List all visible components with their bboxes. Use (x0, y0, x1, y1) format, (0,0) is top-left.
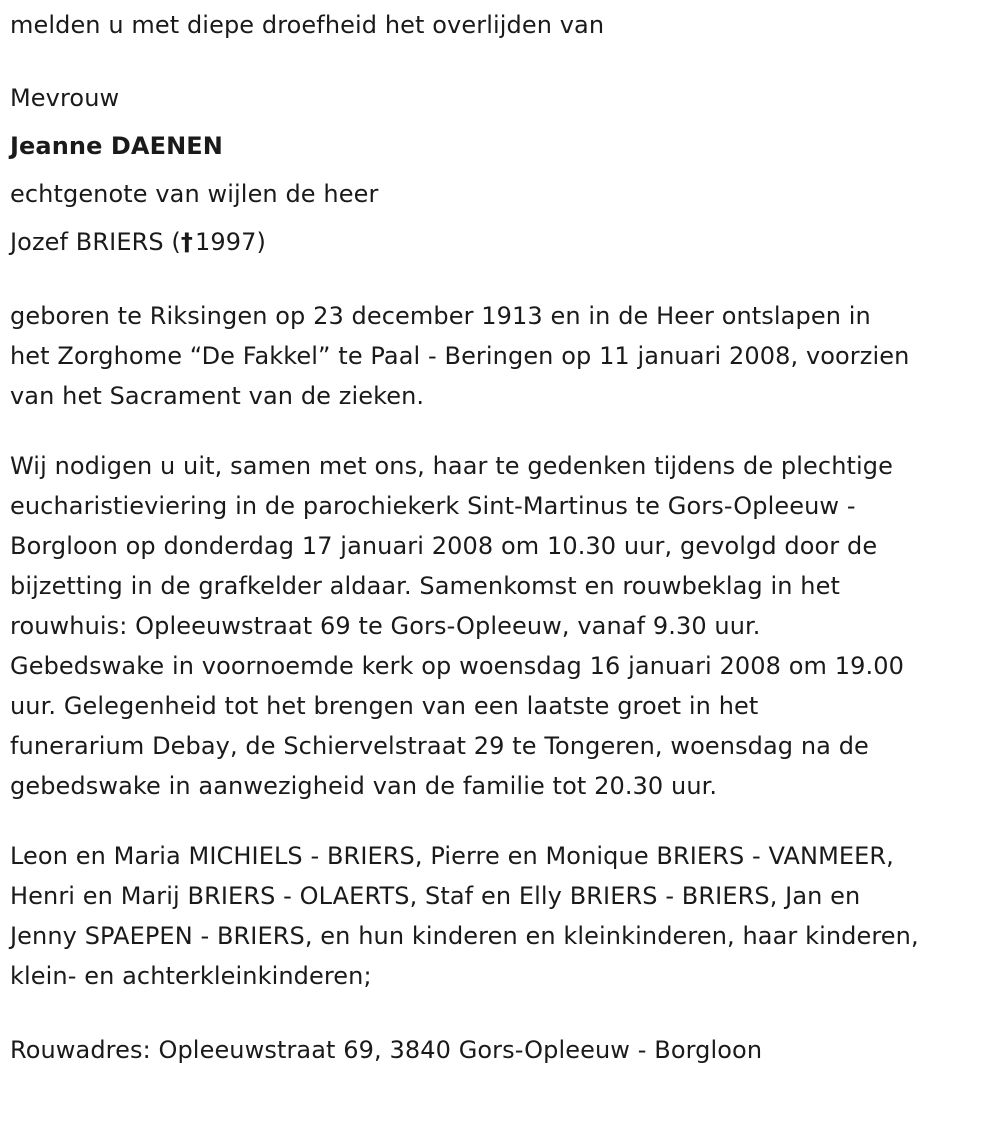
paragraph-line: eucharistieviering in de parochiekerk Sint-Martinus te Gors-Opleeuw - (10, 492, 856, 520)
paragraph-line: klein- en achterkleinkinderen; (10, 962, 372, 990)
paragraph-line: van het Sacrament van de zieken. (10, 382, 425, 410)
paragraph-line: funerarium Debay, de Schiervelstraat 29 te Tongeren, woensdag na de (10, 732, 869, 760)
paragraph-line: uur. Gelegenheid tot het brengen van een laatste groet in het (10, 692, 759, 720)
spouse-death-year: 1997) (195, 228, 266, 256)
paragraph-line: bijzetting in de grafkelder aldaar. Samenkomst en rouwbeklag in het (10, 572, 840, 600)
paragraph-line: het Zorghome “De Fakkel” te Paal - Beringen op 11 januari 2008, voorzien (10, 342, 910, 370)
paragraph-line: Jenny SPAEPEN - BRIERS, en hun kinderen en kleinkinderen, haar kinderen, (10, 922, 919, 950)
spacer (10, 416, 995, 446)
obituary-notice (10, 0, 995, 1074)
paragraph-line: gebedswake in aanwezigheid van de familie tot 20.30 uur. (10, 772, 718, 800)
paragraph-line: Leon en Maria MICHIELS - BRIERS, Pierre en Monique BRIERS - VANMEER, (10, 842, 894, 870)
spouse-line (10, 218, 995, 266)
cross-icon: † (180, 228, 193, 256)
spacer (10, 996, 995, 1026)
paragraph-line: Borgloon op donderdag 17 januari 2008 om 10.30 uur, gevolgd door de (10, 532, 878, 560)
spacer (10, 266, 995, 296)
paragraph-line: Wij nodigen u uit, samen met ons, haar te gedenken tijdens de plechtige (10, 452, 893, 480)
deceased-name: Jeanne DAENEN (10, 132, 223, 160)
spacer (10, 50, 995, 74)
mourning-address: Rouwadres: Opleeuwstraat 69, 3840 Gors-Opleeuw - Borgloon (10, 1036, 763, 1064)
paragraph-line: rouwhuis: Opleeuwstraat 69 te Gors-Opleeuw, vanaf 9.30 uur. (10, 612, 761, 640)
paragraph-line: Henri en Marij BRIERS - OLAERTS, Staf en Elly BRIERS - BRIERS, Jan en (10, 882, 861, 910)
spouse-name: Jozef BRIERS ( (10, 228, 181, 256)
family-paragraph (10, 836, 995, 996)
paragraph-line: geboren te Riksingen op 23 december 1913 en in de Heer ontslapen in (10, 302, 871, 330)
paragraph-line: Gebedswake in voornoemde kerk op woensdag 16 januari 2008 om 19.00 (10, 652, 904, 680)
spacer (10, 806, 995, 836)
birth-paragraph (10, 296, 995, 416)
relation-text: echtgenote van wijlen de heer (10, 180, 379, 208)
honorific-title: Mevrouw (10, 84, 120, 112)
funeral-paragraph (10, 446, 995, 806)
intro-text: melden u met diepe droefheid het overlijden van (10, 11, 605, 39)
